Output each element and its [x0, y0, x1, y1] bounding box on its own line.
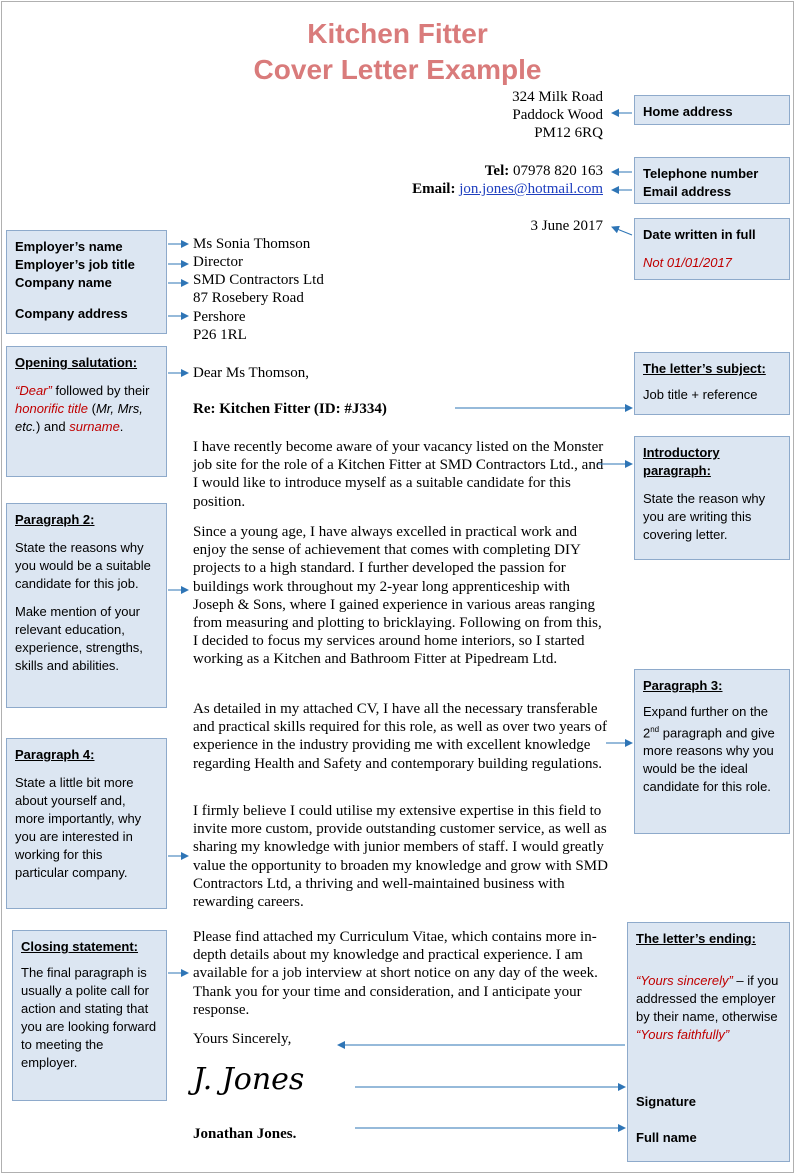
telephone-value: 07978 820 163 [513, 163, 603, 179]
letter-subject: Re: Kitchen Fitter (ID: #J334) [193, 401, 387, 417]
note-paragraph-4: Paragraph 4: State a little bit more about yourself and, more importantly, why you are interested in working for this particular company. [6, 738, 167, 909]
paragraph-1: I have recently become aware of your vacancy listed on the Monster job site for the role of a Kitchen Fitter at SMD Contractors Ltd., and I would like to introduce myself as a suitable candidate for this position. [193, 439, 604, 510]
address-line-2: Paddock Wood [512, 107, 603, 123]
note-telephone-email: Telephone number Email address [634, 157, 790, 204]
note-home-address: Home address [634, 95, 790, 125]
email-label: Email: [412, 181, 456, 197]
signature-image: J. Jones [193, 1062, 305, 1097]
recipient-title: Director [193, 254, 243, 270]
note-introductory: Introductory paragraph: State the reason why you are writing this covering letter. [634, 436, 790, 560]
note-closing-statement: Closing statement: The final paragraph is usually a polite call for action and stating that you are looking forward to meeting the employer. [12, 930, 167, 1101]
arrow-date [612, 227, 632, 235]
note-letter-subject: The letter’s subject: Job title + reference [634, 352, 790, 415]
salutation: Dear Ms Thomson, [193, 365, 309, 381]
note-opening-salutation: Opening salutation: “Dear” followed by their honorific title (Mr, Mrs, etc.) and surname. [6, 346, 167, 477]
address-line-1: 324 Milk Road [512, 89, 603, 105]
paragraph-5: Please find attached my Curriculum Vitae, which contains more in-depth details about my knowledge and practical experience. I am available for a job interview at short notice on any day of the week. Thank you for your time and consideration, and I anticipate your response. [193, 929, 598, 1018]
paragraph-4: I firmly believe I could utilise my extensive expertise in this field to invite more custom, provide outstanding customer service, as well as sharing my knowledge with junior members of staff. I would greatly value the opportunity to broaden my knowledge and grow with SMD Contractors Ltd, a thriving and well-maintained business with rewarding careers. [193, 803, 608, 911]
closing-phrase: Yours Sincerely, [193, 1031, 292, 1047]
page-title-line-1: Kitchen Fitter [307, 18, 488, 49]
letter-date: 3 June 2017 [530, 218, 603, 234]
note-date: Date written in full Not 01/01/2017 [634, 218, 790, 280]
email-link[interactable]: jon.jones@hotmail.com [459, 181, 603, 197]
telephone-label: Tel: [484, 163, 510, 179]
paragraph-2: Since a young age, I have always excelled in practical work and enjoy the sense of achievement that comes with completing DIY projects to a high standard. I further developed the passion for buildings work throughout my 2-year long apprenticeship with Joseph & Sons, where I gained experience in various areas ranging from measuring and plotting to bricklaying. Following on from this, I decided to focus my services around home interiors, so I started working as a Kitchen and Bathroom Fitter at Pipedream Ltd. [193, 524, 602, 668]
recipient-company: SMD Contractors Ltd [193, 272, 324, 288]
note-paragraph-3: Paragraph 3: Expand further on the 2nd paragraph and give more reasons why you would be the ideal candidate for this role. [634, 669, 790, 834]
sender-full-name: Jonathan Jones. [193, 1126, 297, 1142]
note-paragraph-2: Paragraph 2: State the reasons why you would be a suitable candidate for this job. Make mention of your relevant education, experience, strengths, skills and abilities. [6, 503, 167, 708]
address-line-3: PM12 6RQ [534, 125, 603, 141]
page-title-line-2: Cover Letter Example [253, 54, 542, 85]
recipient-name: Ms Sonia Thomson [193, 236, 311, 252]
recipient-town: Pershore [193, 309, 246, 325]
recipient-postcode: P26 1RL [193, 327, 247, 343]
paragraph-3: As detailed in my attached CV, I have all the necessary transferable and practical skills required for this role, as well as over two years of experience in the industry providing me with excellent knowledge regarding Health and Safety and contemporary building regulations. [193, 701, 608, 772]
recipient-street: 87 Rosebery Road [193, 290, 304, 306]
note-employer: Employer’s name Employer’s job title Company name Company address [6, 230, 167, 334]
note-letter-ending: The letter’s ending: “Yours sincerely” – if you addressed the employer by their name, otherwise “Yours faithfully” Signature Full name [627, 922, 790, 1162]
